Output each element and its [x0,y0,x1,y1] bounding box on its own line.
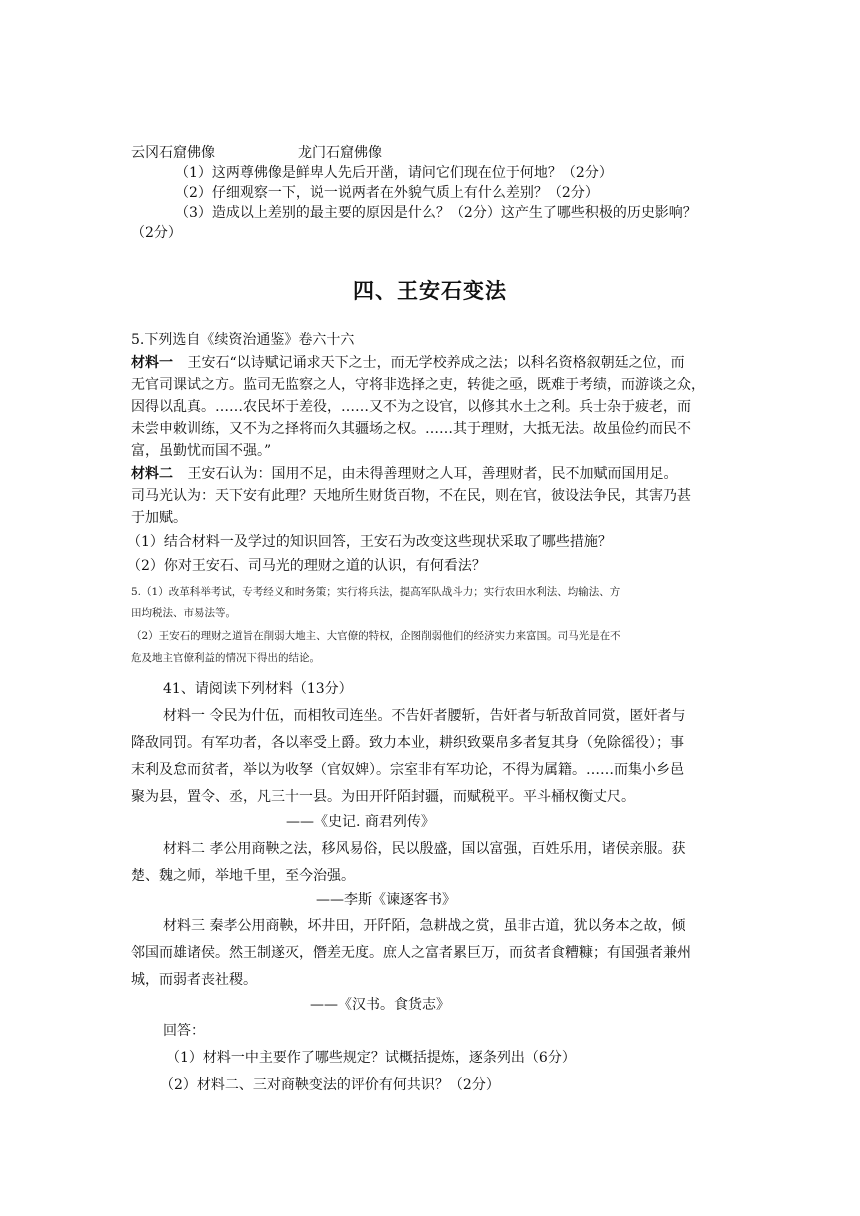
caption-yungang: 云冈石窟佛像 [131,145,215,161]
q5-ask-1: （1）结合材料一及学过的知识回答，王安石为改变这些现状采取了哪些措施？ [127,534,612,550]
q5-answer-2-line-1: （2）王安石的理财之道旨在削弱大地主、大官僚的特权，企图削弱他们的经济实力来富国。司马光是在不 [131,630,621,642]
q5-answer-2-line-2: 危及地主官僚利益的情况下得出的结论。 [131,652,320,664]
q41-material-2-line-1: 材料二 孝公用商鞅之法，移风易俗，民以殷盛，国以富强，百姓乐用，诸侯亲服。获 [163,841,686,857]
q41-ask-2: （2）材料二、三对商鞅变法的评价有何共识？（2分） [160,1077,500,1093]
question-buddha-3: （3）造成以上差别的最主要的原因是什么？（2分）这产生了哪些积极的历史影响？ [175,205,697,221]
caption-longmen: 龙门石窟佛像 [298,145,382,161]
q5-material-1-line-2: 无官司课试之方。监司无监察之人，守将非选择之吏，转徙之亟，既难于考绩，而游谈之众， [131,377,705,393]
q5-answer-1-line-1: 5.（1）改革科举考试，专考经义和时务策；实行将兵法，提高军队战斗力；实行农田水利法、均输法、方 [131,586,621,598]
q5-material-2-line-1: 材料二 王安石认为：国用不足，由未得善理财之人耳，善理财者，民不加赋而国用足。 [131,466,678,482]
q41-material-1-line-3: 末利及怠而贫者，举以为收孥（官奴婢）。宗室非有军功论，不得为属籍。……而集小乡邑 [131,762,684,778]
q41-material-3-line-3: 城，而弱者丧社稷。 [131,972,257,988]
question-buddha-3-score: （2分） [131,225,182,241]
q5-material-1-line-1: 材料一 王安石“以诗赋记诵求天下之士，而无学校养成之法；以科名资格叙朝廷之位，而 [131,355,685,371]
question-buddha-1: （1）这两尊佛像是鲜卑人先后开凿，请问它们现在位于何地？（2分） [175,165,613,181]
q5-answer-1-line-2: 田均税法、市易法等。 [131,607,236,619]
q5-intro: 5.下列选自《续资治通鉴》卷六十六 [131,332,355,348]
q5-material-1-line-3: 因得以乱真。……农民坏于差役，……又不为之设官，以修其水土之利。兵士杂于疲老，而 [131,399,691,415]
q5-ask-2: （2）你对王安石、司马光的理财之道的认识，有何看法？ [127,558,486,574]
q41-material-1-line-4: 聚为县，置令、丞，凡三十一县。为田开阡陌封疆，而赋税平。平斗桶权衡丈尺。 [131,789,635,805]
q5-material-2-label: 材料二 [131,466,173,482]
q5-material-1-line-5: 富，虽勤忧而国不强。” [131,443,272,459]
q41-material-3-line-2: 邻国而雄诸侯。然王制遂灭，僭差无度。庶人之富者累巨万，而贫者食糟糠；有国强者兼州 [131,945,691,961]
q41-material-2-source: ——李斯《谏逐客书》 [316,892,456,908]
question-buddha-2: （2）仔细观察一下，说一说两者在外貌气质上有什么差别？（2分） [175,185,599,201]
q5-material-1-line-4: 未尝申敕训练，又不为之择将而久其疆场之权。……其于理财，大抵无法。故虽俭约而民不 [131,421,691,437]
q41-material-1-line-1: 材料一 令民为什伍，而相牧司连坐。不告奸者腰斩，告奸者与斩敌首同赏，匿奸者与 [163,708,686,724]
q41-material-3-line-1: 材料三 秦孝公用商鞅，坏井田，开阡陌，急耕战之赏，虽非古道，犹以务本之故，倾 [163,918,686,934]
q41-answer-label: 回答： [163,1023,205,1039]
q41-material-2-line-2: 楚、魏之师，举地千里，至今治强。 [131,868,355,884]
section-title: 四、王安石变法 [353,279,507,303]
q5-material-2-line-3: 于加赋。 [131,510,187,526]
q41-material-3-source: ——《汉书。食货志》 [310,997,450,1013]
q5-material-2-line-2: 司马光认为：天下安有此理？天地所生财货百物，不在民，则在官，彼设法争民，其害乃甚 [131,488,691,504]
q41-intro: 41、请阅读下列材料（13分） [163,681,353,697]
q5-material-1-label: 材料一 [131,355,173,371]
q41-material-1-line-2: 降敌同罚。有军功者，各以率受上爵。致力本业，耕织致粟帛多者复其身（免除徭役）；事 [131,735,684,751]
q41-ask-1: （1）材料一中主要作了哪些规定？试概括提炼，逐条列出（6分） [166,1050,576,1066]
q41-material-1-source: ——《史记. 商君列传》 [286,814,435,830]
